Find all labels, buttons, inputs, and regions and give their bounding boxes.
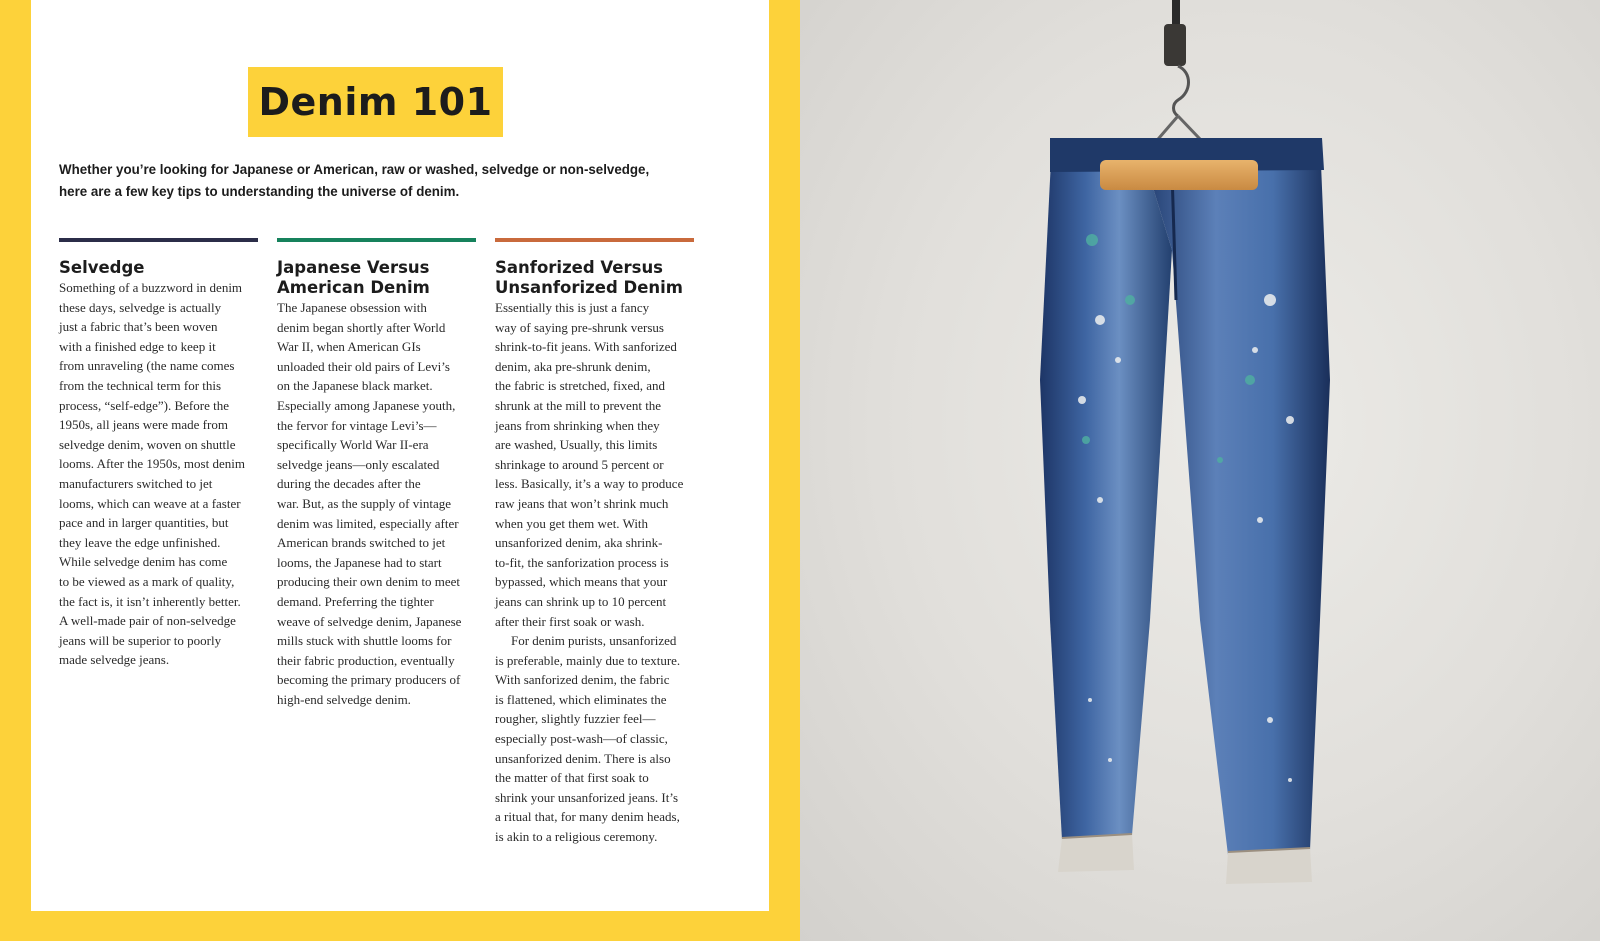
- body-line: manufacturers switched to jet: [59, 475, 213, 491]
- body-line: unloaded their old pairs of Levi’s: [277, 358, 450, 374]
- body-line: American brands switched to jet: [277, 535, 446, 551]
- body-line: during the decades after the: [277, 476, 421, 492]
- heading-line: Unsanforized Denim: [495, 278, 683, 297]
- body-line: less. Basically, it’s a way to produce: [495, 476, 684, 492]
- hanger-wire: [1174, 66, 1189, 116]
- column-heading: [277, 258, 476, 298]
- body-line: selvedge denim, woven on shuttle: [59, 436, 236, 452]
- body-line: A well-made pair of non-selvedge: [59, 613, 236, 629]
- body-line: With sanforized denim, the fabric: [495, 672, 670, 688]
- page-title: Denim 101: [258, 80, 493, 124]
- body-line: from unraveling (the name comes: [59, 358, 235, 374]
- hanger-bar: [1100, 160, 1258, 190]
- column-selvedge: [59, 238, 258, 670]
- jeans-illustration: [800, 0, 1600, 941]
- column-rule: [59, 238, 258, 242]
- hook-plate: [1164, 24, 1186, 66]
- body-line: the fabric is stretched, fixed, and: [495, 378, 666, 394]
- body-line: The Japanese obsession with: [277, 300, 427, 315]
- body-line: weave of selvedge denim, Japanese: [277, 613, 462, 629]
- body-line: with a finished edge to keep it: [59, 338, 216, 354]
- body-line: shrink your unsanforized jeans. It’s: [495, 789, 679, 805]
- jeans-right-cuff: [1226, 848, 1312, 884]
- body-line: from the technical term for this: [59, 377, 222, 393]
- body-line: the matter of that first soak to: [495, 770, 649, 786]
- jeans-photo: [800, 0, 1600, 941]
- body-line: to-fit, the sanforization process is: [495, 554, 669, 570]
- heading-line: Sanforized Versus: [495, 258, 664, 277]
- column-rule: [277, 238, 476, 242]
- body-line: unsanforized denim. There is also: [495, 750, 671, 766]
- jeans-left-cuff: [1058, 834, 1134, 872]
- body-line: demand. Preferring the tighter: [277, 593, 434, 609]
- body-line: high-end selvedge denim.: [277, 691, 411, 707]
- body-line: war. But, as the supply of vintage: [277, 495, 452, 511]
- body-line: is flattened, which eliminates the: [495, 691, 667, 707]
- body-line: jeans can shrink up to 10 percent: [495, 593, 667, 609]
- body-line: Especially among Japanese youth,: [277, 397, 456, 413]
- body-line: raw jeans that won’t shrink much: [495, 495, 669, 511]
- body-line: the fervor for vintage Levi’s—: [277, 417, 437, 433]
- intro-line: here are a few key tips to understanding the universe of denim.: [59, 184, 460, 200]
- body-line: is preferable, mainly due to texture.: [495, 652, 681, 668]
- body-line: made selvedge jeans.: [59, 652, 170, 668]
- heading-line: Japanese Versus: [277, 258, 430, 277]
- column-body: [495, 298, 694, 847]
- body-line: jeans will be superior to poorly: [59, 632, 222, 648]
- heading-line: Selvedge: [59, 258, 145, 277]
- body-line: their fabric production, eventually: [277, 652, 455, 668]
- body-line: Essentially this is just a fancy: [495, 300, 650, 315]
- body-line: denim was limited, especially after: [277, 515, 459, 531]
- body-line: looms, the Japanese had to start: [277, 554, 442, 570]
- heading-line: American Denim: [277, 278, 430, 297]
- body-line: looms. After the 1950s, most denim: [59, 456, 245, 472]
- column-heading: [59, 258, 258, 278]
- column-rule: [495, 238, 694, 242]
- body-line: looms, which can weave at a faster: [59, 495, 241, 511]
- body-line: a ritual that, for many denim heads,: [495, 809, 680, 825]
- body-line: pace and in larger quantities, but: [59, 515, 229, 531]
- body-line: way of saying pre-shrunk versus: [495, 319, 664, 335]
- body-line: these days, selvedge is actually: [59, 299, 222, 315]
- body-line: just a fabric that’s been woven: [59, 319, 218, 335]
- intro-paragraph: [59, 159, 661, 203]
- intro-line: Whether you’re looking for Japanese or American, raw or washed, selvedge or non-selvedge,: [59, 162, 650, 178]
- column-body: [277, 298, 476, 709]
- column-japanese-vs-american: [277, 238, 476, 709]
- body-line: are washed, Usually, this limits: [495, 437, 658, 453]
- column-heading: [495, 258, 694, 298]
- title-banner: [248, 67, 503, 137]
- body-line: becoming the primary producers of: [277, 672, 461, 688]
- body-line: 1950s, all jeans were made from: [59, 417, 228, 433]
- body-line: when you get them wet. With: [495, 515, 649, 531]
- body-line: denim began shortly after World: [277, 319, 446, 335]
- body-line: process, “self-edge”). Before the: [59, 397, 229, 413]
- body-line: shrink-to-fit jeans. With sanforized: [495, 339, 677, 355]
- body-line: on the Japanese black market.: [277, 378, 433, 394]
- body-line: specifically World War II-era: [277, 437, 429, 453]
- body-line: they leave the edge unfinished.: [59, 534, 221, 550]
- body-line: War II, when American GIs: [277, 339, 421, 355]
- body-line: bypassed, which means that your: [495, 574, 668, 590]
- body-line: shrunk at the mill to prevent the: [495, 397, 662, 413]
- body-line: producing their own denim to meet: [277, 574, 461, 590]
- column-body: [59, 278, 258, 670]
- body-line: For denim purists, unsanforized: [511, 633, 677, 649]
- body-line: the fact is, it isn’t inherently better.: [59, 593, 241, 609]
- body-line: selvedge jeans—only escalated: [277, 456, 440, 472]
- body-line: Something of a buzzword in denim: [59, 280, 243, 295]
- body-line: shrinkage to around 5 percent or: [495, 456, 664, 472]
- body-line: after their first soak or wash.: [495, 613, 645, 629]
- body-line: While selvedge denim has come: [59, 554, 228, 570]
- body-line: jeans from shrinking when they: [495, 417, 660, 433]
- body-line: unsanforized denim, aka shrink-: [495, 535, 663, 551]
- body-line: to be viewed as a mark of quality,: [59, 573, 235, 589]
- body-line: especially post-wash—of classic,: [495, 731, 668, 747]
- body-line: mills stuck with shuttle looms for: [277, 633, 452, 649]
- jeans-left-leg: [1040, 140, 1172, 840]
- body-line: is akin to a religious ceremony.: [495, 829, 658, 845]
- body-line: rougher, slightly fuzzier feel—: [495, 711, 656, 727]
- column-sanforized-vs-unsanforized: [495, 238, 694, 847]
- body-line: denim, aka pre-shrunk denim,: [495, 358, 651, 374]
